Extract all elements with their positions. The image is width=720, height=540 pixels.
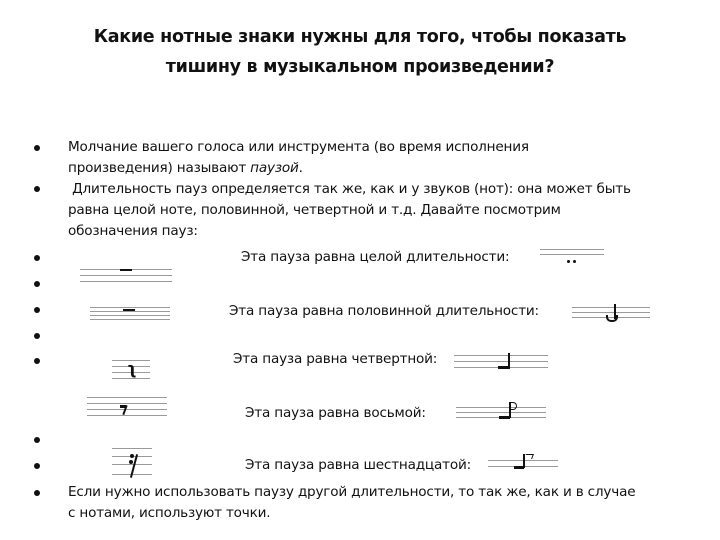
text: произведения) называют — [68, 160, 251, 176]
bullet — [34, 490, 40, 496]
slide-title — [0, 22, 720, 82]
paragraph-1-line-2 — [68, 158, 303, 179]
rest-label-eighth: Эта пауза равна восьмой: — [245, 405, 426, 421]
bullet — [34, 255, 40, 261]
bullet — [34, 463, 40, 469]
bullet — [34, 307, 40, 313]
title-line-2: тишину в музыкальном произведении? — [165, 57, 555, 77]
rest-label-half: Эта пауза равна половинной длительности: — [229, 303, 539, 319]
bullet — [34, 358, 40, 364]
eighth-note-icon — [456, 405, 546, 421]
sixteenth-note-icon — [488, 458, 558, 472]
emphasis-pause: паузой — [250, 160, 299, 176]
quarter-note-icon — [454, 353, 548, 371]
rest-label-whole: Эта пауза равна целой длительности: — [241, 249, 510, 265]
text: . — [298, 160, 303, 176]
footer-line-2: с нотами, используют точки. — [68, 505, 271, 521]
half-rest-icon — [90, 306, 170, 322]
eighth-rest-icon — [87, 395, 167, 421]
bullet — [34, 186, 40, 192]
paragraph-2-line-2: равна целой ноте, половинной, четвертной и т.д. Давайте посмотрим — [68, 202, 561, 218]
whole-rest-icon — [80, 268, 172, 284]
quarter-rest-icon: ʅ — [112, 358, 150, 380]
rest-label-sixteenth: Эта пауза равна шестнадцатой: — [245, 457, 471, 473]
bullet — [34, 333, 40, 339]
rest-label-quarter: Эта пауза равна четвертной: — [233, 351, 438, 367]
paragraph-2-line-1: Длительность пауз определяется так же, как и у звуков (нот): она может быть — [68, 181, 631, 197]
bullet — [34, 437, 40, 443]
bullet — [34, 145, 40, 151]
whole-note-icon — [540, 248, 604, 260]
title-line-1: Какие нотные знаки нужны для того, чтобы показать — [93, 27, 627, 47]
sixteenth-rest-icon — [112, 446, 152, 480]
paragraph-2-line-3: обозначения пауз: — [68, 223, 198, 239]
half-note-icon — [572, 306, 650, 320]
bullet — [34, 281, 40, 287]
paragraph-1-line-1: Молчание вашего голоса или инструмента (во время исполнения — [68, 139, 529, 155]
footer-line-1: Если нужно использовать паузу другой длительности, то так же, как и в случае — [68, 484, 636, 500]
